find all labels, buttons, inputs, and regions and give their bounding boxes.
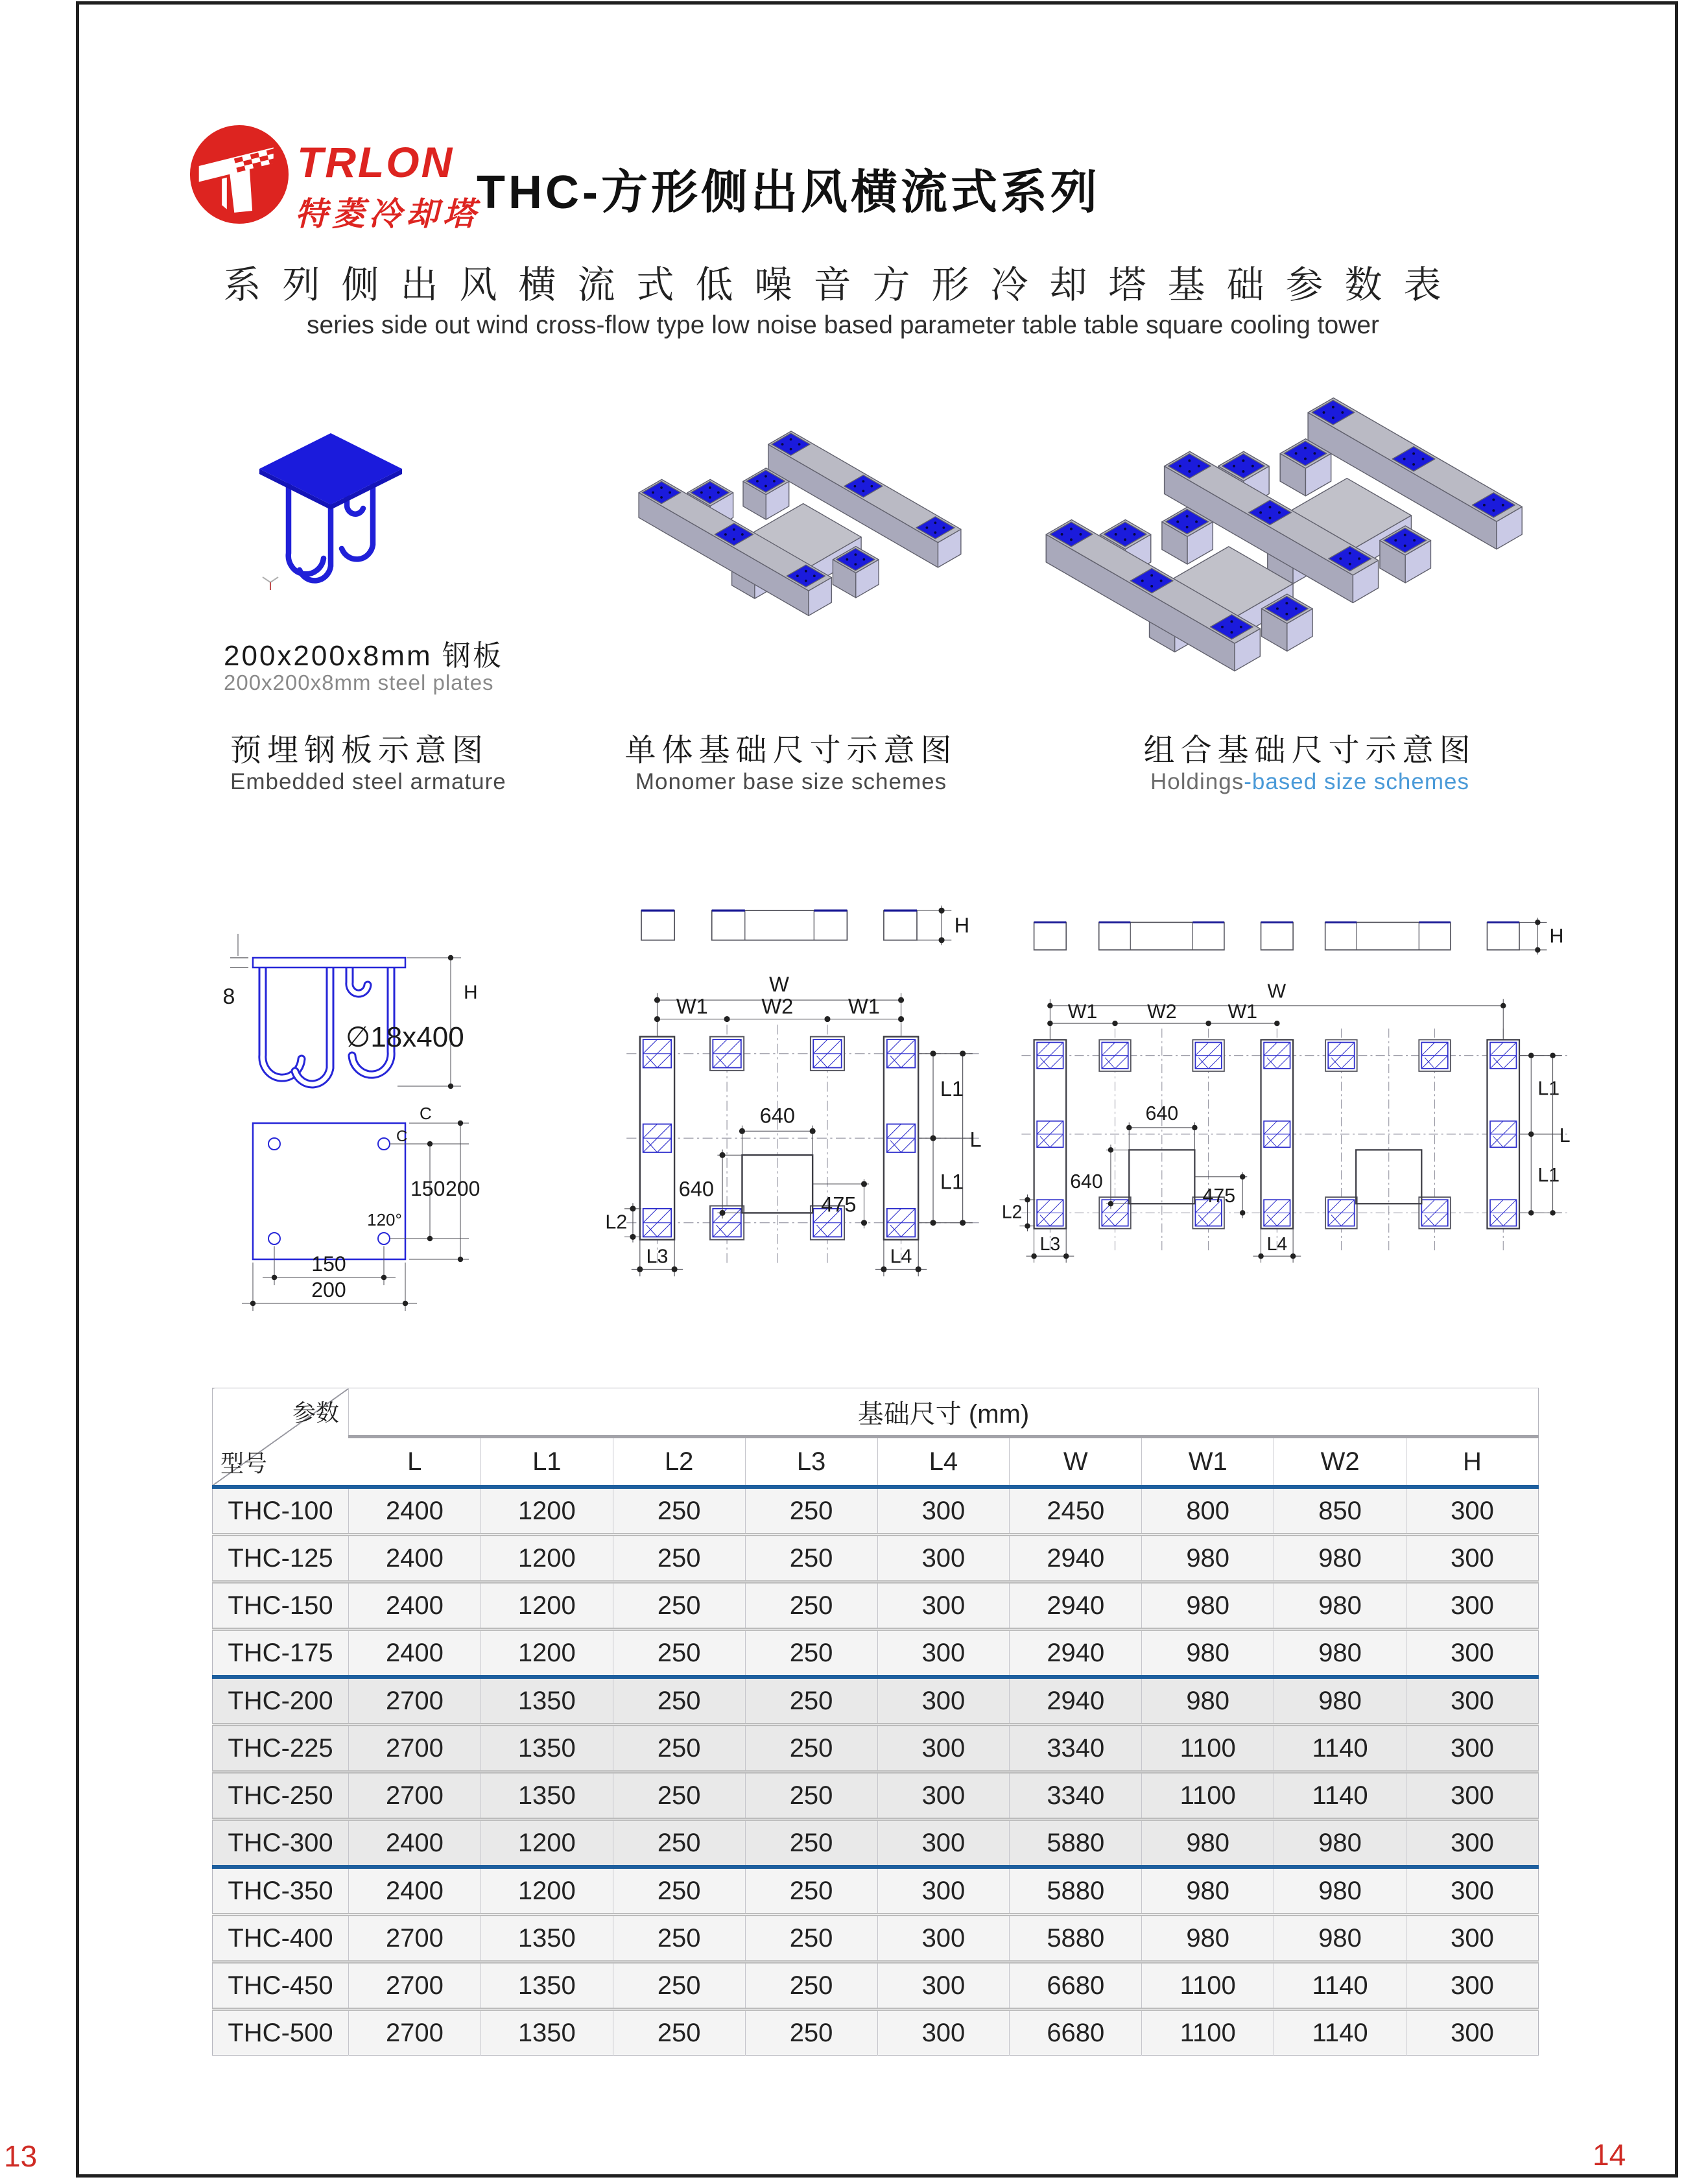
value-cell: 1100 (1142, 1962, 1274, 2010)
logo-subtext: 特菱冷却塔 (295, 196, 480, 232)
value-cell: 2400 (349, 1582, 481, 1630)
value-cell: 2700 (349, 1677, 481, 1725)
value-cell: 1350 (480, 1962, 613, 2010)
value-cell: 250 (613, 1915, 745, 1962)
svg-text:C: C (420, 1104, 432, 1123)
svg-text:W1: W1 (1067, 1001, 1098, 1023)
caption-monomer-cn: 单体基础尺寸示意图 (624, 733, 958, 768)
value-cell: 300 (877, 1535, 1010, 1582)
table-header-group-row (213, 1388, 1539, 1437)
value-cell: 1350 (480, 1772, 613, 1820)
svg-text:120°: 120° (367, 1210, 402, 1229)
value-cell: 3340 (1010, 1772, 1142, 1820)
table-row (213, 1487, 1539, 1535)
column-header-l3: L3 (745, 1437, 877, 1488)
svg-text:L: L (1559, 1125, 1571, 1147)
value-cell: 300 (877, 1772, 1010, 1820)
table-row (213, 2010, 1539, 2056)
svg-text:H: H (954, 912, 970, 937)
value-cell: 980 (1274, 1820, 1406, 1868)
svg-text:L: L (969, 1127, 982, 1152)
value-cell: 1200 (480, 1630, 613, 1678)
value-cell: 250 (745, 1487, 877, 1535)
value-cell: 300 (1406, 1772, 1539, 1820)
value-cell: 250 (613, 1772, 745, 1820)
svg-text:150: 150 (410, 1177, 445, 1200)
svg-text:H: H (464, 982, 478, 1003)
caption-combined-en (1122, 769, 1498, 795)
value-cell: 250 (745, 1867, 877, 1915)
svg-text:L1: L1 (940, 1076, 964, 1100)
value-cell: 2450 (1010, 1487, 1142, 1535)
value-cell: 300 (1406, 1677, 1539, 1725)
svg-text:200: 200 (311, 1278, 346, 1301)
svg-text:W1: W1 (676, 993, 708, 1018)
svg-text:200: 200 (445, 1177, 480, 1200)
svg-text:W: W (1267, 980, 1287, 1003)
value-cell: 300 (877, 1725, 1010, 1772)
model-cell: THC-225 (213, 1725, 349, 1772)
value-cell: 1350 (480, 1915, 613, 1962)
model-cell: THC-175 (213, 1630, 349, 1678)
model-cell: THC-125 (213, 1535, 349, 1582)
value-cell: 1100 (1142, 1772, 1274, 1820)
logo-wordmark: TRLON (297, 138, 455, 186)
value-cell: 250 (745, 1962, 877, 2010)
model-cell: THC-250 (213, 1772, 349, 1820)
value-cell: 2700 (349, 1915, 481, 1962)
value-cell: 850 (1274, 1487, 1406, 1535)
plate-size-label-cn: 200x200x8mm 钢板 (224, 640, 503, 672)
svg-text:475: 475 (1202, 1185, 1236, 1207)
value-cell: 2400 (349, 1820, 481, 1868)
svg-text:H: H (1549, 925, 1564, 947)
model-cell: THC-400 (213, 1915, 349, 1962)
table-row (213, 1820, 1539, 1868)
svg-text:W1: W1 (848, 993, 880, 1018)
model-cell: THC-350 (213, 1867, 349, 1915)
value-cell: 250 (745, 1535, 877, 1582)
value-cell: 300 (877, 2010, 1010, 2056)
value-cell: 2400 (349, 1867, 481, 1915)
value-cell: 250 (745, 1820, 877, 1868)
value-cell: 300 (1406, 1820, 1539, 1868)
value-cell: 250 (745, 1630, 877, 1678)
value-cell: 980 (1142, 1867, 1274, 1915)
value-cell: 980 (1274, 1677, 1406, 1725)
value-cell: 2400 (349, 1535, 481, 1582)
svg-text:L3: L3 (646, 1245, 669, 1268)
svg-text:475: 475 (821, 1192, 857, 1217)
value-cell: 300 (877, 1582, 1010, 1630)
value-cell: 250 (613, 1867, 745, 1915)
table-row (213, 1630, 1539, 1678)
column-header-l1: L1 (480, 1437, 613, 1488)
value-cell: 980 (1142, 1582, 1274, 1630)
value-cell: 300 (877, 1820, 1010, 1868)
value-cell: 250 (613, 1962, 745, 2010)
svg-text:W2: W2 (1147, 1001, 1177, 1023)
page-number-right: 14 (1593, 2138, 1626, 2172)
subtitle-en: series side out wind cross-flow type low noise based parameter table table square cooling tower (306, 311, 1380, 339)
value-cell: 5880 (1010, 1867, 1142, 1915)
value-cell: 1350 (480, 1725, 613, 1772)
value-cell: 1140 (1274, 1772, 1406, 1820)
svg-text:L2: L2 (1001, 1201, 1023, 1222)
value-cell: 300 (877, 1915, 1010, 1962)
value-cell: 250 (613, 1487, 745, 1535)
value-cell: 300 (1406, 1915, 1539, 1962)
caption-monomer-en: Monomer base size schemes (635, 769, 947, 794)
value-cell: 6680 (1010, 1962, 1142, 2010)
table-row (213, 1582, 1539, 1630)
value-cell: 1140 (1274, 2010, 1406, 2056)
table-row (213, 1535, 1539, 1582)
value-cell: 1140 (1274, 1962, 1406, 2010)
svg-text:L1: L1 (1537, 1164, 1560, 1186)
value-cell: 250 (613, 2010, 745, 2056)
value-cell: 1200 (480, 1867, 613, 1915)
value-cell: 2700 (349, 1962, 481, 2010)
model-cell: THC-200 (213, 1677, 349, 1725)
foundation-size-table (212, 1388, 1539, 2056)
model-cell: THC-300 (213, 1820, 349, 1868)
value-cell: 1350 (480, 1677, 613, 1725)
value-cell: 300 (1406, 1582, 1539, 1630)
svg-text:W1: W1 (1227, 1001, 1257, 1023)
value-cell: 250 (613, 1630, 745, 1678)
embedded-plate-icon (250, 420, 412, 595)
column-header-w1: W1 (1142, 1437, 1274, 1488)
svg-text:L4: L4 (1266, 1233, 1288, 1255)
table-row (213, 1677, 1539, 1725)
value-cell: 980 (1274, 1582, 1406, 1630)
value-cell: 2700 (349, 1725, 481, 1772)
caption-embedded-en: Embedded steel armature (230, 769, 506, 794)
table-row (213, 1772, 1539, 1820)
value-cell: 1200 (480, 1487, 613, 1535)
value-cell: 250 (745, 1582, 877, 1630)
value-cell: 980 (1142, 1630, 1274, 1678)
model-cell: THC-100 (213, 1487, 349, 1535)
svg-text:L1: L1 (1537, 1078, 1560, 1100)
value-cell: 1200 (480, 1535, 613, 1582)
svg-text:L3: L3 (1039, 1233, 1061, 1255)
value-cell: 300 (1406, 1867, 1539, 1915)
value-cell: 1200 (480, 1820, 613, 1868)
value-cell: 250 (613, 1677, 745, 1725)
subtitle-cn: 系列侧出风横流式低噪音方形冷却塔基础参数表 (223, 264, 1463, 306)
column-header-l4: L4 (877, 1437, 1010, 1488)
svg-text:640: 640 (1070, 1170, 1103, 1193)
value-cell: 980 (1142, 1915, 1274, 1962)
svg-text:640: 640 (759, 1103, 795, 1128)
value-cell: 2700 (349, 2010, 481, 2056)
model-cell: THC-450 (213, 1962, 349, 2010)
svg-text:C: C (396, 1128, 408, 1145)
column-header-w2: W2 (1274, 1437, 1406, 1488)
value-cell: 1100 (1142, 1725, 1274, 1772)
svg-text:L1: L1 (940, 1169, 964, 1194)
value-cell: 250 (613, 1582, 745, 1630)
value-cell: 2700 (349, 1772, 481, 1820)
value-cell: 300 (1406, 1962, 1539, 2010)
value-cell: 250 (745, 1677, 877, 1725)
monomer-foundation-3d-figure (606, 412, 982, 648)
value-cell: 250 (613, 1725, 745, 1772)
model-cell: THC-500 (213, 2010, 349, 2056)
value-cell: 300 (877, 1962, 1010, 2010)
value-cell: 980 (1274, 1915, 1406, 1962)
svg-text:∅18x400: ∅18x400 (346, 1021, 464, 1053)
table-row (213, 1725, 1539, 1772)
combined-foundation-3d-figure (1038, 381, 1556, 699)
value-cell: 300 (1406, 1487, 1539, 1535)
value-cell: 980 (1274, 1867, 1406, 1915)
embedded-plate-detail-drawing (191, 916, 496, 1318)
plate-size-label-en: 200x200x8mm steel plates (224, 671, 494, 694)
caption-combined-en-blue: -based size schemes (1244, 769, 1469, 794)
column-header-w: W (1010, 1437, 1142, 1488)
monomer-base-plan-drawing (600, 901, 999, 1307)
trlon-logo-icon (188, 123, 291, 226)
value-cell: 300 (1406, 1535, 1539, 1582)
value-cell: 800 (1142, 1487, 1274, 1535)
value-cell: 300 (1406, 2010, 1539, 2056)
column-header-l: L (349, 1437, 481, 1488)
value-cell: 6680 (1010, 2010, 1142, 2056)
svg-text:640: 640 (678, 1176, 714, 1201)
value-cell: 1140 (1274, 1725, 1406, 1772)
value-cell: 980 (1274, 1535, 1406, 1582)
table-column-header-row (213, 1437, 1539, 1488)
corner-label-parameter: 参数 (292, 1399, 339, 1426)
column-header-l2: L2 (613, 1437, 745, 1488)
value-cell: 2940 (1010, 1535, 1142, 1582)
caption-combined-en-gray: Holdings (1150, 769, 1244, 794)
value-cell: 300 (1406, 1630, 1539, 1678)
table-row (213, 1867, 1539, 1915)
column-header-h: H (1406, 1437, 1539, 1488)
value-cell: 2940 (1010, 1582, 1142, 1630)
value-cell: 250 (745, 2010, 877, 2056)
value-cell: 250 (613, 1820, 745, 1868)
value-cell: 300 (877, 1630, 1010, 1678)
value-cell: 3340 (1010, 1725, 1142, 1772)
corner-label-model: 型号 (220, 1450, 268, 1477)
svg-text:8: 8 (222, 984, 235, 1009)
page-title: THC-方形侧出风横流式系列 (477, 167, 1100, 219)
table-group-header: 基础尺寸 (mm) (349, 1388, 1539, 1437)
caption-embedded-cn: 预埋钢板示意图 (230, 733, 490, 768)
value-cell: 980 (1142, 1535, 1274, 1582)
value-cell: 250 (613, 1535, 745, 1582)
value-cell: 1350 (480, 2010, 613, 2056)
value-cell: 980 (1142, 1677, 1274, 1725)
value-cell: 980 (1274, 1630, 1406, 1678)
svg-text:L4: L4 (890, 1245, 912, 1268)
svg-text:640: 640 (1145, 1102, 1179, 1124)
value-cell: 300 (877, 1487, 1010, 1535)
page-number-left: 13 (4, 2139, 38, 2173)
svg-text:L2: L2 (605, 1211, 628, 1233)
combined-base-plan-drawing (999, 901, 1576, 1303)
svg-text:150: 150 (311, 1252, 346, 1276)
value-cell: 2400 (349, 1630, 481, 1678)
value-cell: 300 (877, 1867, 1010, 1915)
value-cell: 2940 (1010, 1677, 1142, 1725)
value-cell: 300 (1406, 1725, 1539, 1772)
value-cell: 1200 (480, 1582, 613, 1630)
value-cell: 5880 (1010, 1820, 1142, 1868)
value-cell: 1100 (1142, 2010, 1274, 2056)
table-corner-cell (213, 1388, 349, 1488)
value-cell: 250 (745, 1725, 877, 1772)
svg-text:W2: W2 (761, 993, 794, 1018)
svg-text:W: W (769, 972, 789, 997)
table-row (213, 1915, 1539, 1962)
value-cell: 2940 (1010, 1630, 1142, 1678)
value-cell: 300 (877, 1677, 1010, 1725)
value-cell: 2400 (349, 1487, 481, 1535)
value-cell: 250 (745, 1915, 877, 1962)
value-cell: 250 (745, 1772, 877, 1820)
value-cell: 5880 (1010, 1915, 1142, 1962)
value-cell: 980 (1142, 1820, 1274, 1868)
model-cell: THC-150 (213, 1582, 349, 1630)
table-row (213, 1962, 1539, 2010)
caption-combined-cn: 组合基础尺寸示意图 (1143, 733, 1476, 768)
